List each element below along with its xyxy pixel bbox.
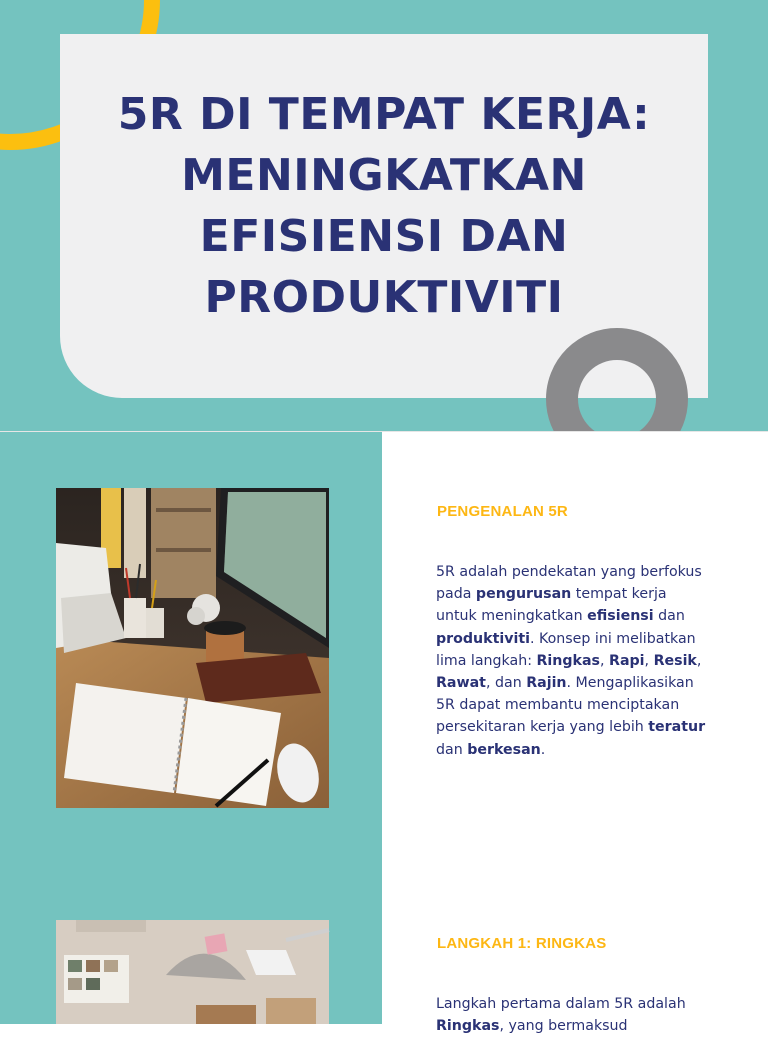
section-paragraph-pengenalan [436, 561, 706, 761]
section-heading-pengenalan: PENGENALAN 5R [437, 503, 568, 520]
bold-text-run: berkesan [467, 741, 541, 758]
bold-text-run: teratur [648, 719, 706, 736]
text-run: Langkah pertama dalam 5R adalah [436, 996, 686, 1012]
bold-text-run: Ringkas [436, 1018, 500, 1035]
bold-text-run: Resik [653, 652, 697, 669]
text-run: tempat kerja untuk meningkatkan [436, 586, 667, 625]
bold-text-run: produktiviti [436, 630, 530, 647]
bold-text-run: pengurusan [475, 586, 572, 603]
slide-title: 5R DI TEMPAT KERJA: MENINGKATKAN EFISIENSI DAN PRODUKTIVITI [117, 89, 651, 323]
bold-text-run: Rapi [609, 652, 645, 669]
bold-text-run: efisiensi [587, 608, 654, 625]
text-run: . Mengaplikasikan 5R dapat membantu menciptakan persekitaran kerja yang lebih [436, 675, 694, 736]
text-run: , yang bermaksud [499, 1018, 628, 1035]
text-run: . Konsep ini melibatkan lima langkah: [436, 630, 696, 669]
lamp-illustration [56, 920, 329, 1024]
text-run: dan [436, 741, 468, 758]
section-paragraph-langkah-1 [436, 993, 706, 1037]
text-run: , [696, 652, 702, 669]
title-slide [0, 0, 768, 431]
desk-lamp-wall-photo [56, 920, 329, 1024]
text-run: dan [653, 608, 685, 625]
messy-office-desk-photo [56, 488, 329, 808]
text-run: 5R adalah pendekatan yang berfokus pada [436, 564, 702, 603]
section-heading-langkah-1: LANGKAH 1: RINGKAS [437, 935, 607, 952]
text-run: , [644, 652, 654, 669]
text-run: , [599, 652, 610, 669]
desk-illustration [56, 488, 329, 808]
bold-text-run: Ringkas [536, 652, 600, 669]
text-run: . [540, 741, 546, 758]
text-run: , dan [485, 675, 527, 692]
bold-text-run: Rawat [436, 675, 486, 692]
bold-text-run: Rajin [526, 675, 567, 692]
title-card [60, 34, 708, 398]
